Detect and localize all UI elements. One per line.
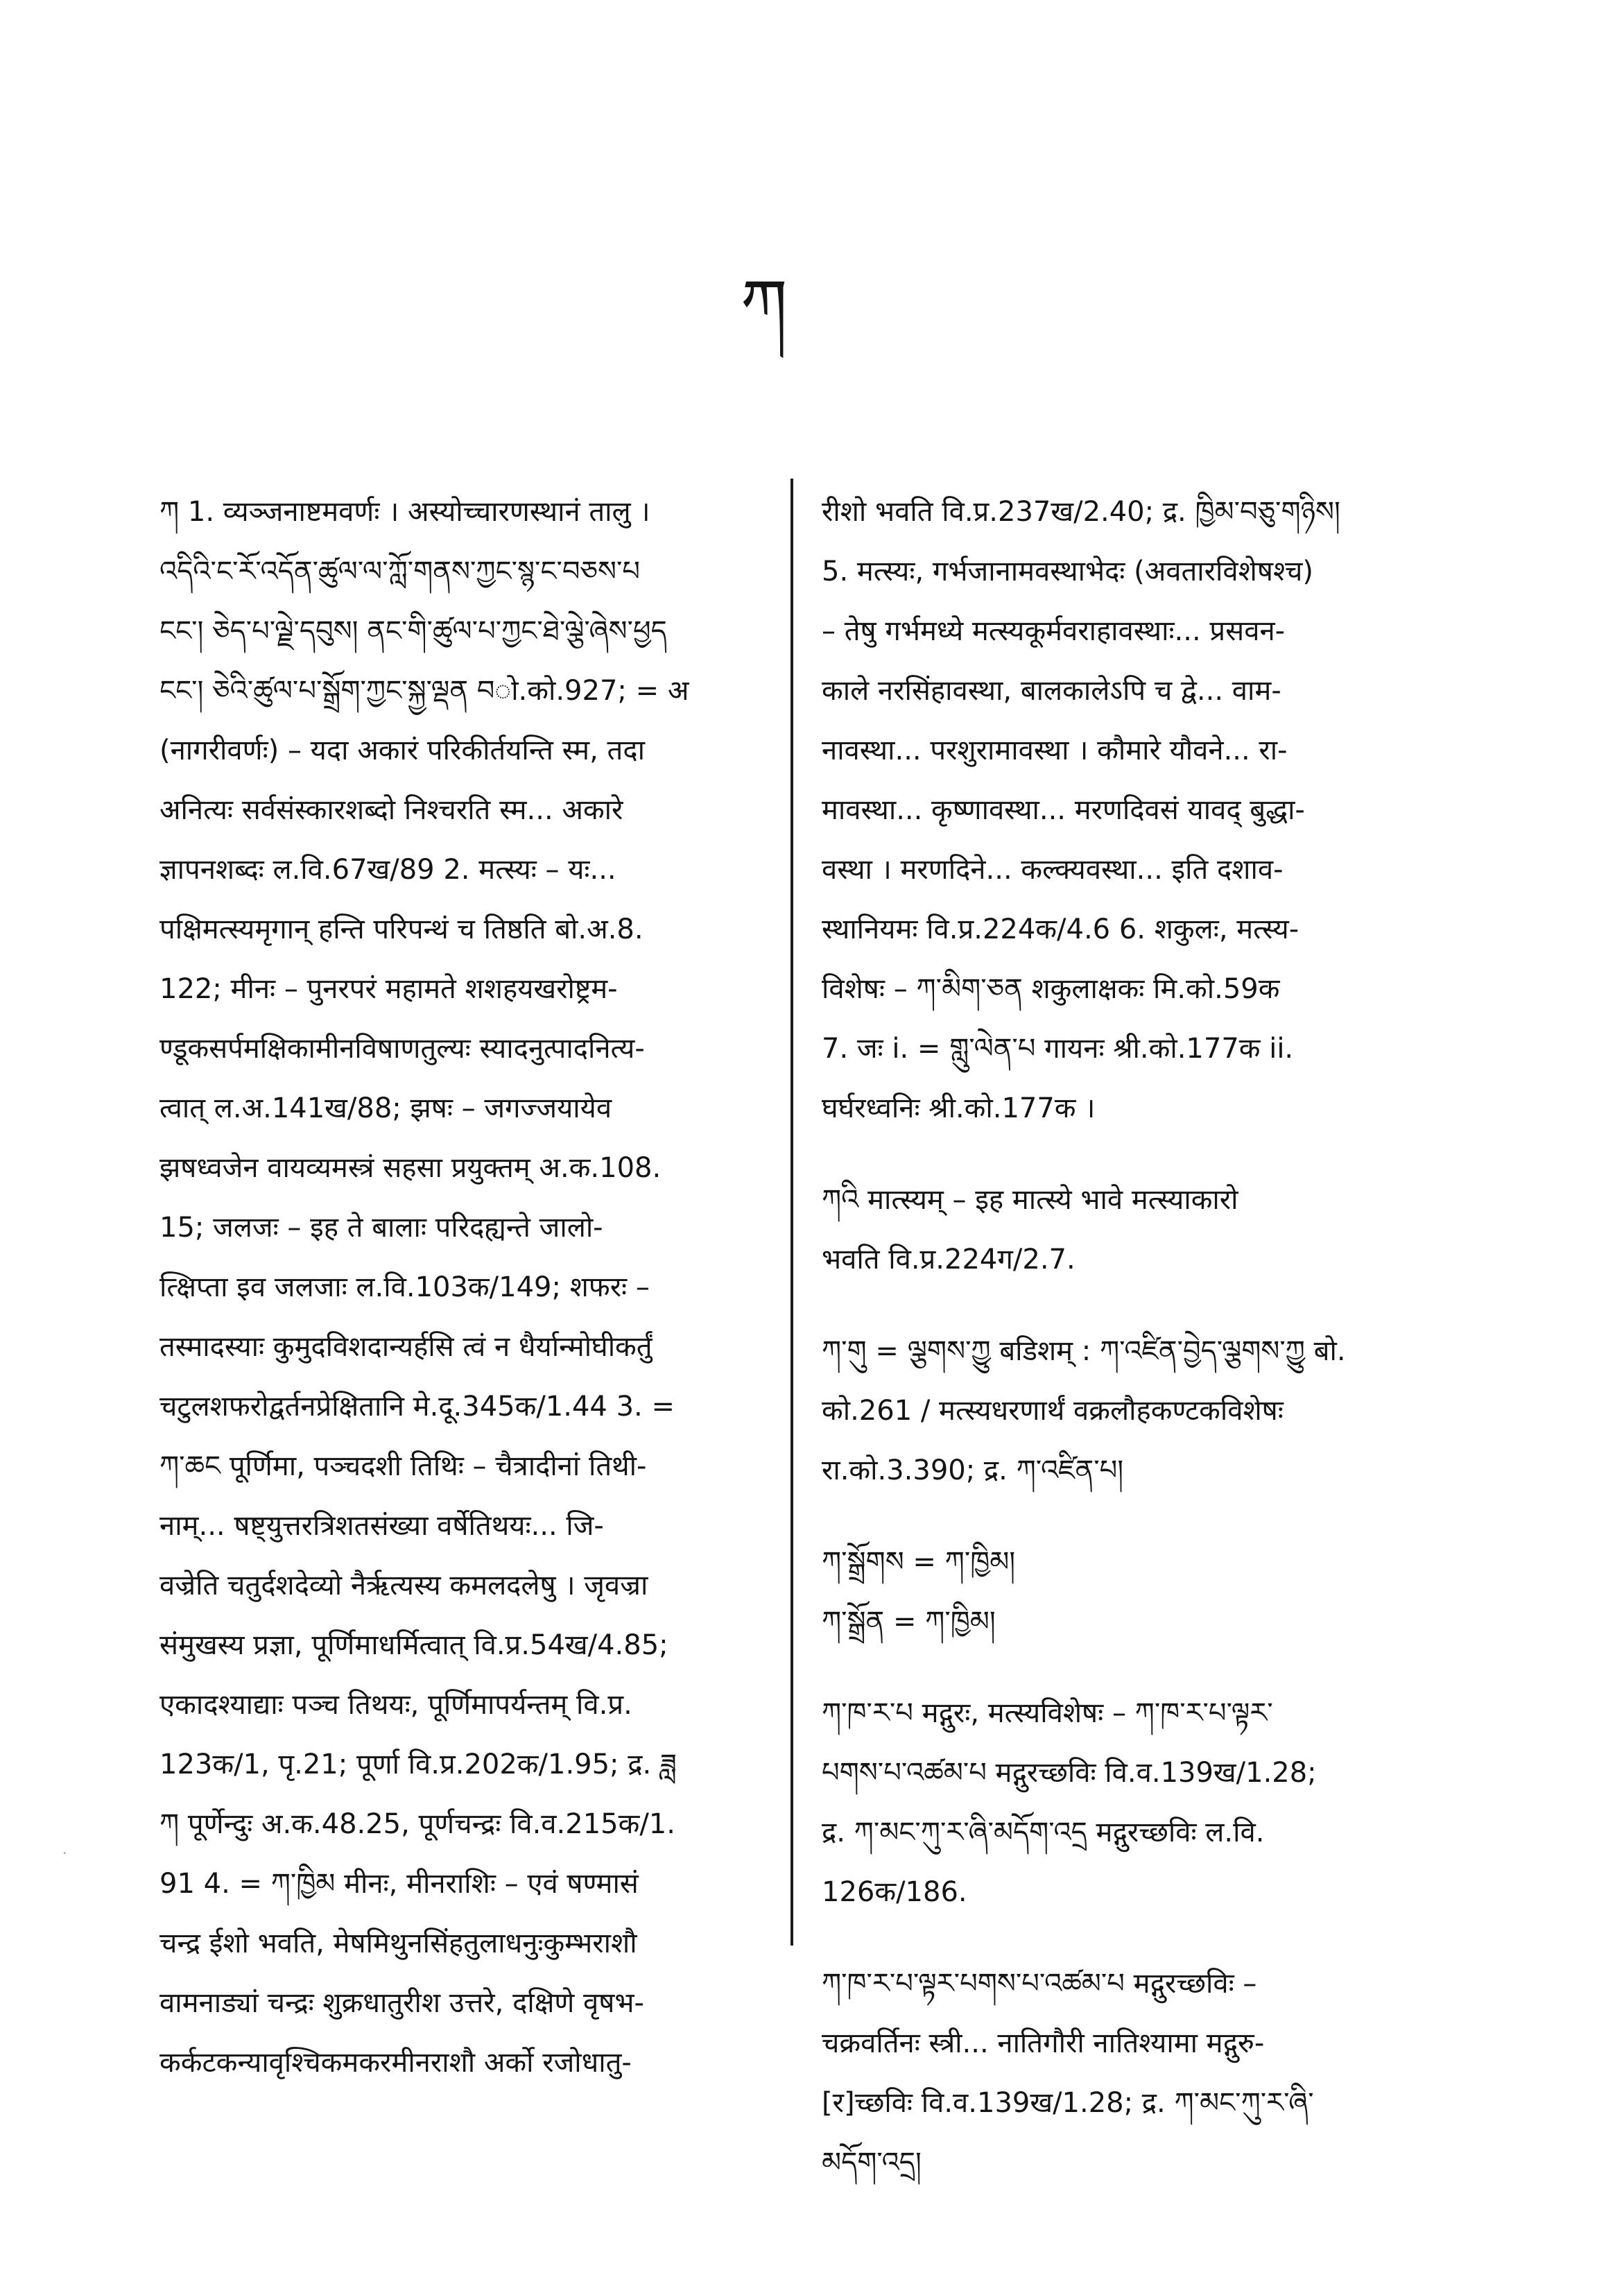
dictionary-entry [822,1321,1425,1500]
entry-spacer [822,1289,1425,1321]
right-column-line: मावस्था... कृष्णावस्था... मरणदिवसं यावद् बुद्धा- [822,794,1305,826]
entry-line: भवति वि.प्र.224ग/2.7. [822,1244,1076,1276]
left-column-line: 15; जलजः – इह ते बालाः परिदह्यन्ते जालो- [159,1212,603,1244]
entry-spacer [822,1138,1425,1170]
right-column-line: 7. जः i. = གླུ་ལེན་པ गायनः श्री.को.177क ii. [822,1033,1294,1065]
entry-line: रा.को.3.390; द्र. ཀ་འཛིན་པ། [822,1454,1124,1486]
left-column-line: संमुखस्य प्रज्ञा, पूर्णिमाधर्मित्वात् वि.प्र.54ख/4.85; [159,1629,668,1661]
section-header-letter: ཀ [741,265,788,343]
left-column-line: ངང་། ཅེད་པ་ལྗེ་དབུས། ནང་གི་ཚུལ་པ་ཀྱང་ཐེ་ལྕེ་ཞེས་ཕྱད [159,615,667,647]
left-column [159,482,797,2093]
dictionary-entry [822,1683,1425,1922]
left-column-line: འདིའི་ང་རོ་འདོན་ཚུལ་ལ་ཀློ་གནས་ཀྱང་སྙ་ང་བཅས་པ [159,556,640,587]
entry-line: ཀའི मात्स्यम् – इह मात्स्ये भावे मत्स्याकारो [822,1184,1238,1216]
left-column-line: त्वात् ल.अ.141ख/88; झषः – जगज्जयायेव [159,1092,612,1124]
entry-spacer [822,1651,1425,1683]
left-column-line: (नागरीवर्णः) – यदा अकारं परिकीर्तयन्ति स्म, तदा [159,735,645,766]
dictionary-entry [822,1954,1425,2192]
left-column-line: ངང་། ཅེའི་ཚུལ་པ་སྒྲོག་ཀྱང་སྐྱ་ལྡན བो.को.927; = अ [159,675,689,707]
right-column-line: घर्घरध्वनिः श्री.को.177क । [822,1092,1096,1124]
entry-line: 126क/186. [822,1876,967,1908]
left-column-line: 122; मीनः – पुनरपरं महामते शशहयखरोष्ट्रम- [159,973,618,1005]
right-column-line: वस्था । मरणदिने... कल्क्यवस्था... इति दशाव- [822,854,1284,886]
left-column-line: अनित्यः सर्वसंस्कारशब्दो निश्चरति स्म... अकारे [159,794,623,826]
left-column-line: तस्मादस्याः कुमुदविशदान्यर्हसि त्वं न धैर्यान्मोघीकर्तुं [159,1331,653,1363]
left-column-line: वज्रेति चतुर्दशदेव्यो नैर्ऋत्यस्य कमलदलेषु । जृवज्रा [159,1570,648,1602]
right-column-line: – तेषु गर्भमध्ये मत्स्यकूर्मवराहावस्थाः... प्रसवन- [822,615,1286,647]
entry-line: चक्रवर्तिनः स्त्री... नातिगौरी नातिश्यामा मद्गुरु- [822,2027,1265,2059]
left-column-line: 91 4. = ཀ་ཁྱིམ मीनः, मीनराशिः – एवं षण्मासं [159,1868,639,1900]
entry-line: ཀ་གུ = ལྕགས་ཀྱུ बडिशम् : ཀ་འཛིན་བྱེད་ལྕགས་ཀྱུ बो. [822,1335,1346,1367]
left-column-line: वामनाड्यां चन्द्रः शुक्रधातुरीश उत्तरे, दक्षिणे वृषभ- [159,1987,644,2019]
entry-spacer [822,1922,1425,1954]
left-column-line: चन्द्र ईशो भवति, मेषमिथुनसिंहतुलाधनुःकुम्भराशौ [159,1927,637,1959]
left-column-line: पक्षिमत्स्यमृगान् हन्ति परिपन्थं च तिष्ठति बो.अ.8. [159,913,643,945]
entry-line: མདོག་འདྲ། [822,2147,922,2179]
right-column-line: नावस्था... परशुरामावस्था । कौमारे यौवने... रा- [822,735,1288,766]
right-column-line: रीशो भवति वि.प्र.237ख/2.40; द्र. ཁྱིམ་བཅུ་གཉིས། [822,496,1340,528]
scan-mark: · [62,1845,67,1862]
left-column-line: ज्ञापनशब्दः ल.वि.67ख/89 2. मत्स्यः – यः... [159,854,616,886]
right-column-line: स्थानियमः वि.प्र.224क/4.6 6. शकुलः, मत्स्य- [822,913,1299,945]
left-column-line: 123क/1, पृ.21; पूर्णा वि.प्र.202क/1.95; द्र. ཟླ [159,1749,677,1780]
entry-line: པགས་པ་འཚམ་པ मद्गुरच्छविः वि.व.139ख/1.28; [822,1757,1317,1789]
left-column-line: ཀ 1. व्यञ्जनाष्टमवर्णः । अस्योच्चारणस्थानं तालु । [159,496,650,528]
column-divider [791,479,793,1946]
left-column-line: कर्कटकन्यावृश्चिकमकरमीनराशौ अर्को रजोधातु- [159,2047,632,2079]
entry-spacer [822,1500,1425,1532]
left-column-line: ཀ་ཆང पूर्णिमा, पञ्चदशी तिथिः – चैत्रादीनां तिथी- [159,1450,647,1482]
right-column [822,482,1425,2192]
entry-line: द्र. ཀ་མང་ཀུ་ར་ཞི་མདོག་འདྲ मद्गुरच्छविः ल.वि. [822,1817,1265,1848]
right-column-line: काले नरसिंहावस्था, बालकालेऽपि च द्वे... वाम- [822,675,1281,707]
left-column-line: नाम्... षष्ट्युत्तरत्रिशतसंख्या वर्षेतिथयः... जि- [159,1510,604,1542]
left-column-line: चटुलशफरोद्वर्तनप्रेक्षितानि मे.दू.345क/1.44 3. = [159,1391,675,1423]
entry-line: को.261 / मत्स्यधरणार्थं वक्रलौहकण्टकविशेषः [822,1395,1284,1427]
left-column-line: त्क्षिप्ता इव जलजाः ल.वि.103क/149; शफरः – [159,1271,650,1303]
dictionary-entry [822,1170,1425,1289]
right-column-line: विशेषः – ཀ་མིག་ཅན शकुलाक्षकः मि.को.59क [822,973,1280,1005]
left-column-line: झषध्वजेन वायव्यमस्त्रं सहसा प्रयुक्तम् अ.क.108. [159,1152,662,1184]
left-column-line: ཀ पूर्णेन्दुः अ.क.48.25, पूर्णचन्द्रः वि.व.215क/1. [159,1808,675,1840]
dictionary-entry [822,1532,1425,1651]
entry-line: ཀ་ཁ་ར་པ मद्गुरः, मत्स्यविशेषः – ཀ་ཁ་ར་པ་ལྟར་ [822,1697,1273,1729]
left-column-line: एकादश्याद्याः पञ्च तिथयः, पूर्णिमापर्यन्तम् वि.प्र. [159,1689,632,1721]
entry-line: ཀ་སྒྲོགས = ཀ་ཁྱིམ། [822,1546,1016,1578]
entry-line: ཀ་སྒྲོན = ཀ་ཁྱིམ། [822,1606,996,1638]
entry-line: [र]च्छविः वि.व.139ख/1.28; द्र. ཀ་མང་ཀུ་ར་ཞི་ [822,2087,1314,2119]
right-column-line: 5. मत्स्यः, गर्भजानामवस्थाभेदः (अवतारविशेषश्च) [822,556,1313,587]
entry-line: ཀ་ཁ་ར་པ་ལྟར་པགས་པ་འཚམ་པ मद्गुरच्छविः – [822,1968,1257,2000]
left-column-line: ण्डूकसर्पमक्षिकामीनविषाणतुल्यः स्यादनुत्पादनित्य- [159,1033,645,1065]
